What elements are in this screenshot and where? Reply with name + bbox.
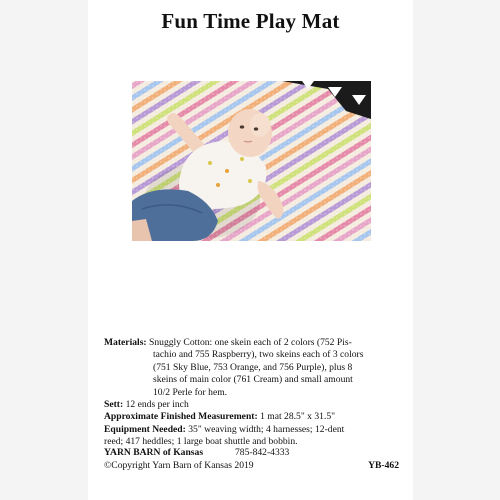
materials-line-2: tachio and 755 Raspberry), two skeins each of 3 colors xyxy=(153,349,364,361)
materials-line-4: skeins of main color (761 Cream) and small amount xyxy=(153,374,353,386)
sett-label: Sett: xyxy=(104,399,124,411)
equipment-line-1: 35" weaving width; 4 harnesses; 12-dent xyxy=(188,423,345,435)
footer-copyright xyxy=(104,460,399,471)
sett-value: 12 ends per inch xyxy=(125,399,189,411)
page-title: Fun Time Play Mat xyxy=(161,9,340,33)
pattern-code: YB-462 xyxy=(368,460,399,471)
measurement-value: 1 mat 28.5" x 31.5" xyxy=(260,411,336,423)
company-name: YARN BARN of Kansas xyxy=(104,447,204,458)
footer-contact xyxy=(104,447,404,458)
copyright-text: ©Copyright Yarn Barn of Kansas 2019 xyxy=(104,460,254,471)
materials-line-1: Snuggly Cotton: one skein each of 2 colors (752 Pis- xyxy=(149,337,352,348)
pattern-specs xyxy=(104,337,404,449)
materials-label: Materials: xyxy=(104,337,147,348)
equipment-label: Equipment Needed: xyxy=(104,423,186,435)
baby-on-mat-image xyxy=(132,81,371,241)
materials-line-5: 10/2 Perle for hem. xyxy=(153,386,228,398)
phone-number: 785-842-4333 xyxy=(235,447,290,458)
materials-line-3: (751 Sky Blue, 753 Orange, and 756 Purple), plus 8 xyxy=(153,361,353,373)
equipment-section xyxy=(104,424,404,449)
materials-section xyxy=(104,337,404,399)
play-mat-photo xyxy=(132,81,371,241)
measurement-label: Approximate Finished Measurement: xyxy=(104,411,258,423)
pattern-sheet xyxy=(88,0,413,500)
equipment-line-2: reed; 417 heddles; 1 large boat shuttle and bobbin. xyxy=(104,436,298,448)
sett-section xyxy=(104,399,404,411)
measurement-section xyxy=(104,411,404,423)
